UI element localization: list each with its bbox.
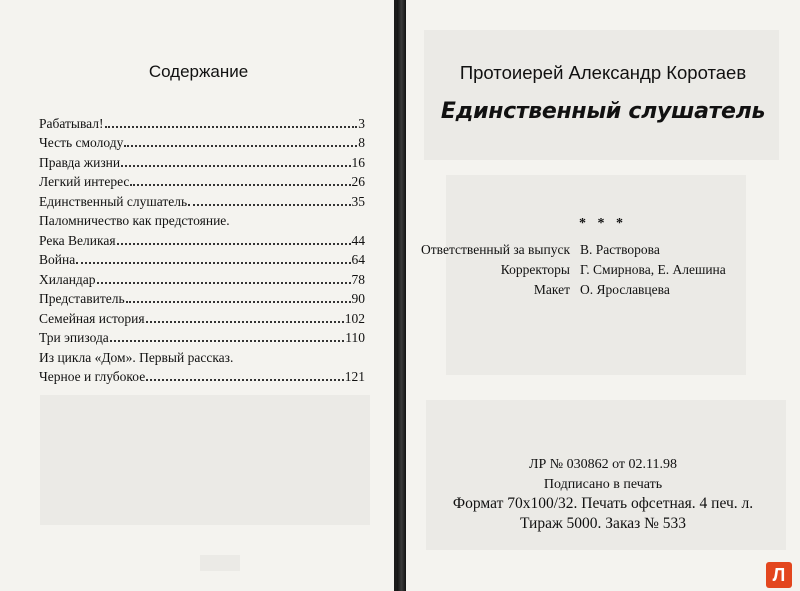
toc-row[interactable] (39, 229, 365, 249)
toc-entry-page: 26 (351, 174, 365, 189)
toc-entry-page: 35 (351, 193, 365, 209)
toc-entry-title: Правда жизни (39, 154, 121, 170)
book-author: Протоиерей Александр Коротаев (459, 62, 747, 83)
toc-entry-title: Хиландар (39, 271, 96, 287)
toc-entry-title: Из цикла «Дом». Первый рассказ. (39, 349, 234, 365)
toc-entry-page: 3 (358, 115, 365, 131)
toc-entry-page: 90 (351, 291, 365, 306)
toc-entry-page: 64 (351, 252, 365, 267)
separator-stars: * * * (579, 216, 627, 231)
signed-line: Подписано в печать (543, 476, 663, 492)
toc-leader (146, 379, 344, 381)
toc-entry-title: Семейная история (39, 310, 145, 326)
toc-row[interactable] (39, 327, 365, 347)
toc-leader (126, 301, 351, 303)
credit-name: В. Растворова (580, 242, 660, 257)
credit-row (412, 238, 726, 258)
credit-name: О. Ярославцева (580, 282, 670, 297)
toc-entry-title: Рабатывал! (39, 115, 104, 131)
toc-entry-title: Единственный слушатель (39, 193, 188, 209)
toc-row[interactable] (39, 268, 365, 288)
toc-leader (124, 145, 357, 147)
toc-leader (105, 126, 358, 128)
credit-row (412, 258, 726, 278)
toc-row[interactable] (39, 112, 365, 132)
toc-leader (76, 262, 350, 264)
toc-row[interactable] (39, 249, 365, 269)
toc-leader (97, 282, 351, 284)
table-of-contents (39, 112, 365, 385)
toc-leader (117, 243, 351, 245)
toc-row[interactable] (39, 307, 365, 327)
toc-entry-title: Черное и глубокое (39, 369, 146, 384)
toc-entry-title: Река Великая (39, 232, 116, 248)
toc-leader (121, 165, 350, 167)
credit-role: Ответственный за выпуск (421, 242, 570, 257)
toc-entry-page: 110 (345, 330, 365, 345)
toc-entry-title: Честь смолоду (39, 135, 124, 150)
toc-entry-page: 102 (344, 310, 365, 326)
imprint-block (406, 455, 800, 533)
toc-row[interactable] (39, 210, 365, 230)
print-run-line: Тираж 5000. Заказ № 533 (519, 514, 687, 532)
labirint-logo-icon: Л (766, 562, 792, 588)
toc-entry-title: Три эпизода (39, 330, 109, 345)
toc-row[interactable] (39, 171, 365, 191)
toc-row[interactable] (39, 366, 365, 386)
format-line: Формат 70х100/32. Печать офсетная. 4 печ. л. (452, 495, 754, 512)
bleed-through-page-number (200, 555, 240, 571)
toc-heading: Содержание (148, 62, 249, 81)
toc-entry-title: Представитель (39, 291, 125, 306)
credit-role: Макет (533, 282, 570, 297)
toc-entry-title: Война (39, 252, 76, 267)
credit-name: Г. Смирнова, Е. Алешина (580, 262, 726, 277)
bleed-through-text (40, 395, 370, 525)
toc-row[interactable] (39, 190, 365, 210)
credit-row (412, 278, 726, 298)
toc-leader (130, 184, 350, 186)
toc-entry-page: 121 (344, 369, 365, 384)
toc-leader (188, 204, 350, 206)
toc-entry-page: 44 (351, 232, 365, 248)
toc-entry-page: 78 (351, 271, 365, 287)
book-spine (397, 0, 406, 591)
credits-block (412, 238, 726, 298)
toc-row[interactable] (39, 132, 365, 152)
bleed-through-cover (424, 30, 779, 160)
credit-role: Корректоры (500, 262, 570, 277)
toc-row[interactable] (39, 288, 365, 308)
toc-row[interactable] (39, 151, 365, 171)
toc-entry-page: 8 (358, 135, 365, 150)
toc-entry-title: Паломничество как предстояние. (39, 213, 230, 228)
toc-row[interactable] (39, 346, 365, 366)
toc-entry-title: Легкий интерес (39, 174, 130, 189)
toc-entry-page: 16 (351, 154, 365, 170)
license-line: ЛР № 030862 от 02.11.98 (528, 457, 678, 472)
toc-leader (146, 321, 344, 323)
toc-leader (110, 340, 344, 342)
book-title: Единственный слушатель (440, 99, 766, 124)
